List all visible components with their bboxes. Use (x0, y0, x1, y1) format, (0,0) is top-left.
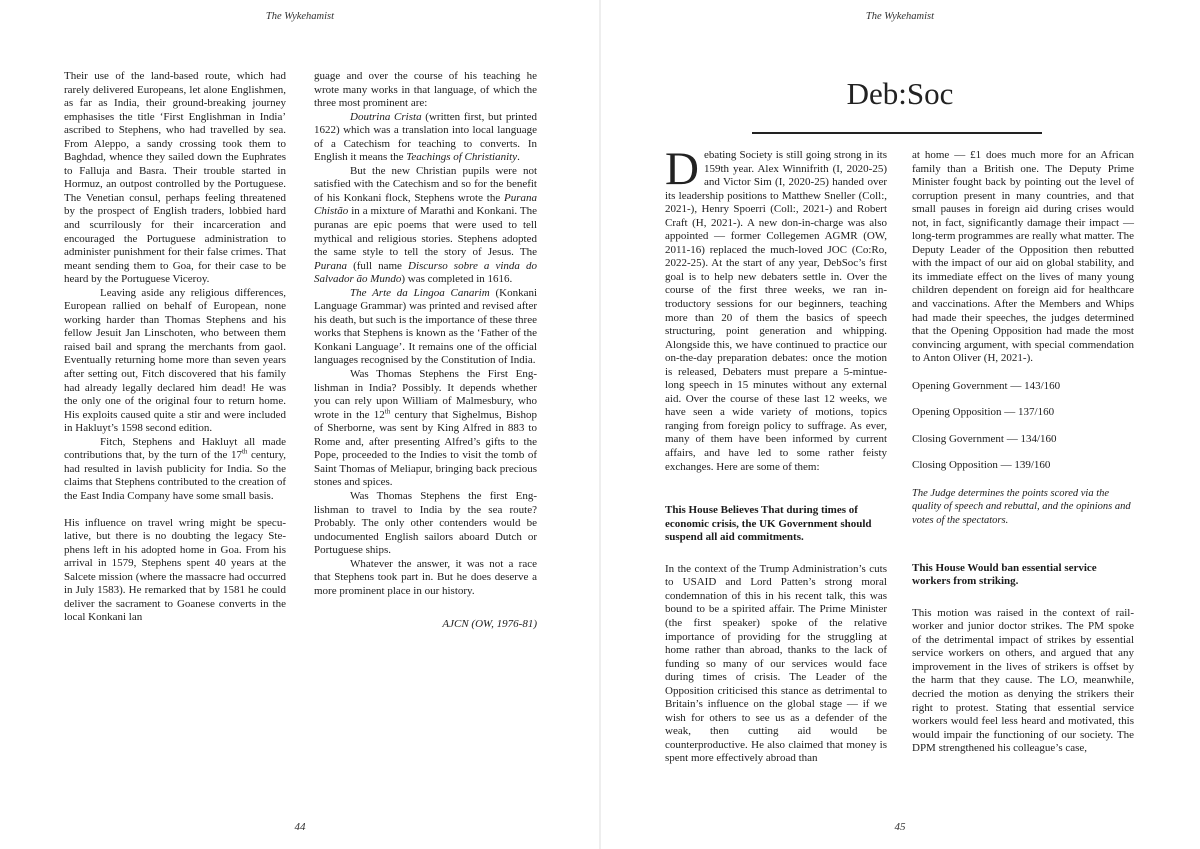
work-title: Discurso sobre a vinda do Salvador ão Mundo (314, 259, 538, 286)
score-line: Opening Government — 143/160 (912, 379, 1061, 392)
ordinal-suffix: th (241, 447, 248, 456)
right-column-2 (912, 149, 1134, 756)
paragraph (64, 436, 286, 504)
paragraph: Whatever the answer, it was not a race that Stephens took part in. But he does deserve a more prominent place in our history. (314, 557, 537, 597)
motion-heading: This House Would ban essential service workers from striking. (912, 561, 1097, 588)
paragraph-text: ) was completed in 1616. (401, 273, 513, 286)
title-rule (752, 132, 1042, 134)
paragraph-text: But the new Christian pupils were not satisfied with the Catechism and so for the benefit of his Konkani flock, Stephens wrote the (314, 164, 537, 204)
right-column-1 (665, 143, 887, 766)
work-title: Doutrina Crista (350, 110, 422, 123)
author-signature: AJCN (OW, 1976-81) (442, 618, 537, 631)
ordinal-suffix: th (384, 407, 391, 416)
paragraph: Their use of the land-based route, which had rarely delivered Europeans, let alone Englishmen, as far as India, their ground-breaking journey emphasises the title ‘First Englishman in India’ ascribed to Stephens, who had travelled by sea. From Aleppo, a sandy crossing took them to Baghdad, whence they sailed down the Euphrates to Falluja and Basra. Their trouble started in Hormuz, an outpost controlled by the Portuguese. The Venetian consul, perhaps feeling threatened by the prospect of English traders, lobbied hard and scurrilously for their incarceration and encouraged the Portuguese administration to administer punishment for their false crimes. That meant sending them to Goa, for their case to be heard by the Portuguese Viceroy. (64, 70, 286, 286)
score-line: Closing Government — 134/160 (912, 432, 1057, 445)
paragraph (314, 165, 537, 287)
paragraph (314, 368, 537, 490)
left-column-1 (64, 70, 286, 625)
paragraph: at home — £1 does much more for an African family than a British one. The Deputy Prime Minister fought back by pointing out the level of corruption present in many countries, and that small pauses in foreign aid during crises would not, in fact, significantly damage their impact — long-term programmes are really what matter. The Deputy Leader of the Opposition then rebutted with the impact of our aid on global stability, and its immediate effect on the lives of many young children dependent on foreign aid for healthcare and vaccinations. After the Members and Whips had made their speeches, the judges determined that the Opening Opposition had made the most convincing argument, with special commendation to Anton Oliver (H, 2021-). (912, 149, 1134, 365)
motion-heading: This House Believes That during times of economic crisis, the UK Government should suspend all aid commitments. (665, 504, 872, 544)
article-title: Deb:Soc (846, 76, 954, 111)
running-head: The Wykehamist (865, 11, 935, 22)
paragraph-text: Fitch, Stephens and Hakluyt all made contributions that, by the turn of the 17 (64, 435, 286, 462)
work-title: Teachings of Christianity (406, 151, 518, 164)
left-column-2 (314, 70, 537, 632)
paragraph (314, 287, 537, 368)
paragraph-text: Was Thomas Stephens the First Englishman in India? Possibly. It depends whether you can rely upon William of Malmesbury, who wrote in the 12 (314, 368, 537, 421)
paragraph-text: century, had resulted in lavish publicity for India. So the claims that Stephens contributed to the creation of the East India Company have some small basis. (64, 449, 286, 502)
paragraph: Was Thomas Stephens the first Englishman to travel to India by the sea route? Probably. The only other contenders would be undocumented English sailors aboard Dutch or Portuguese ships. (314, 489, 537, 557)
paragraph: guage and over the course of his teaching he wrote many works in that language, of which the three most prominent are: (314, 70, 537, 110)
page-number: 45 (894, 821, 906, 833)
paragraph (314, 111, 537, 165)
scoring-note: The Judge determines the points scored via the quality of speech and rebuttal, and the opinions and votes of the spectators. (912, 487, 1131, 527)
paragraph: His influence on travel wring might be speculative, but there is no doubting the legacy Stephens left in his adopted home in Goa. From his arrival in 1579, Stephens spent 40 years at the Salcete mission (where the massacre had occurred in July 1583). He remarked that by 1581 he could deliver the sacrament to Goanese converts in the local Konkani lan (64, 516, 286, 624)
paragraph-text: (Konkani Language Grammar) was printed and revised after his death, but such is the importance of these three works that Stephens is known as the ‘Father of the Konkani Language’. It remains one of the official languages recognised by the Constitution of India. (314, 286, 538, 367)
paragraph-text: in a mixture of Marathi and Konkani. The puranas are epic poems that were used to tell mythical and religious stories. Stephens adopted the same style to tell the story of Jesus. The (314, 205, 537, 259)
paragraph-text: (full name (347, 259, 408, 272)
work-title: Purana (314, 259, 347, 272)
paragraph: In the context of the Trump Administration’s cuts to USAID and Lord Patten’s strong moral condemnation of this in his recent talk, this was bound to be a spirited affair. The Prime Minister (the first speaker) spoke of the relative importance of providing for the struggling at home rather than abroad, thanks to the lack of funding so many of our services would face during times of crisis. The Leader of the Opposition criticised this stance as detrimental to Britain’s influence on the global stage — if we wish for others to see us as a defender of the weak, then cutting aid would be counterproductive. He also claimed that money is spent more effectively abroad than (665, 562, 887, 765)
paragraph-text: ebating Society is still going strong in its 159th year. Alex Winnifrith (I, 2020-25) and Victor Sim (I, 2020-25) handed over its leadership positions to Matthew Sneller (Coll:, 2021-), Henry Spoerri (Coll:, 2021-) and Robert Craft (H, 2021-). A new don-in-charge was also appointed — former Collegemen AGMR (OW, 2011-16) replaced the much-loved JOC (Co:Ro, 2022-25). At the start of any year, DebSoc’s first goal is to help new debaters settle in. Over the course of the first three weeks, we ran introductory sessions for our beginners, teaching more than 20 of them the basics of speech structuring, point generation and whipping. Alongside this, we have continued to practice our on-the-day preparation debates: once the motion is released, Debaters must prepare a 5-mintue-long speech in 15 minutes without any external aid. Over the course of these last 12 weeks, we have seen a wide variety of motions, topics ranging from foreign policy to suffrage. As ever, many of them have been informed by current affairs, and have led to some rather feisty exchanges. Here are some of them: (665, 149, 887, 473)
work-title: The Arte da Lingoa Canarim (350, 286, 490, 299)
paragraph: Leaving aside any religious differences, European rallied on behalf of European, none working harder than Thomas Stephens and his fellow Jesuit Jan Linschoten, who between them raised bail and sprang the merchants from gaol. Eventually returning home more than seven years after setting out, Fitch discovered that his family had already legally declared him dead! He was the only one of the original four to return home. His exploits caused quite a stir and were included in Hakluyt’s 1598 second edition. (64, 286, 286, 435)
running-head: The Wykehamist (265, 11, 335, 22)
drop-cap: D (665, 143, 699, 195)
paragraph-text: (written first, but printed 1622) which was a translation into local language of a Catechism for teaching to converts. In English it means the (314, 110, 537, 164)
paragraph: This motion was raised in the context of rail-worker and junior doctor strikes. The PM spoke of the detrimental impact of strikes by essential service workers on others, and argued that any improvement in the lives of strikers is offset by the harm that they cause. The LO, meanwhile, decried the motion as denying the strikers their right to protest. Stating that essential service workers would feel less heard and motivated, this would impair the functioning of our society. The DPM strengthened his colleague’s case, (912, 606, 1134, 755)
score-line: Closing Opposition — 139/160 (912, 459, 1051, 472)
paragraph-text: century that Sighelmus, Bishop of Sherborne, was sent by King Alfred in 883 to Rome and, after presenting Alfred’s gifts to the Pope, proceeded to the Indies to visit the tomb of Saint Thomas of Meliapur, bringing back precious stones and spices. (314, 408, 537, 489)
paragraph-text: . (517, 151, 520, 164)
score-line: Opening Opposition — 137/160 (912, 406, 1055, 419)
work-title: Purana Chistão (314, 191, 537, 218)
page-number: 44 (294, 821, 306, 833)
paragraph (665, 143, 887, 474)
